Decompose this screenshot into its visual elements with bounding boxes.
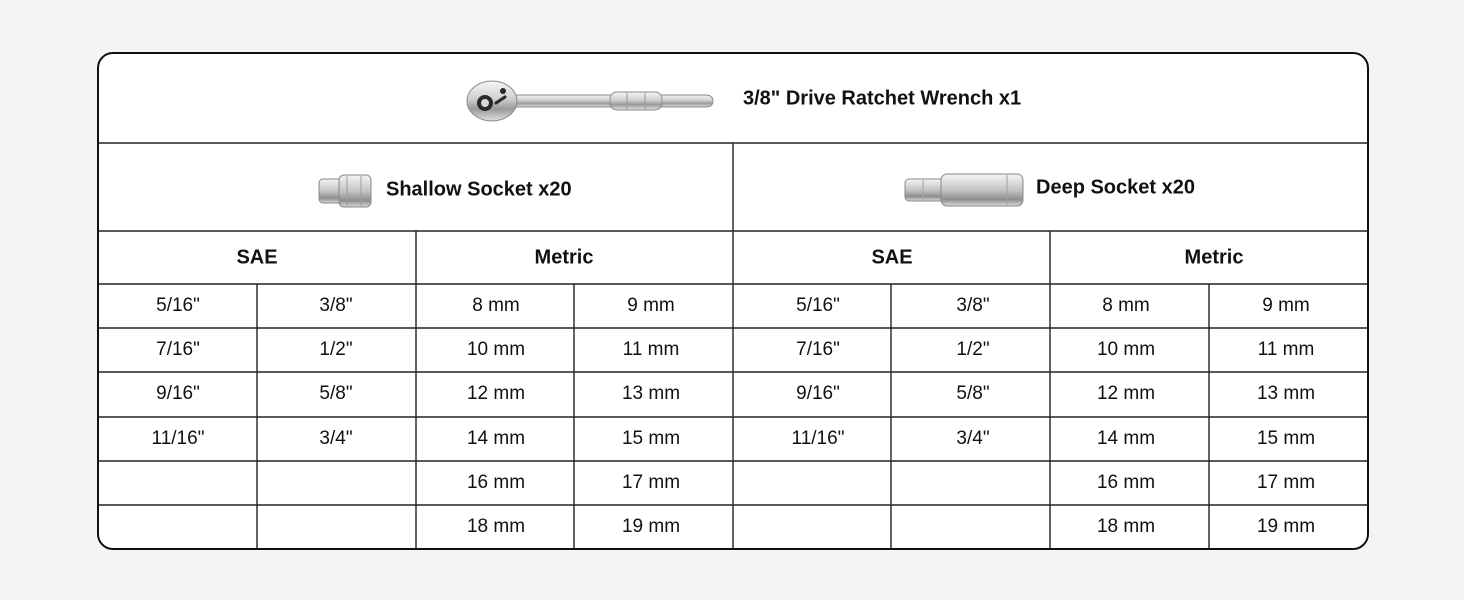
shallow-metric-cell: 16 mm [466, 472, 526, 493]
shallow-sae-cell: 9/16" [156, 383, 200, 404]
deep-metric-cell: 15 mm [1256, 428, 1316, 449]
shallow-metric-cell: 15 mm [621, 428, 681, 449]
deep-sae-cell: 11/16" [791, 428, 845, 449]
deep-metric-cell: 9 mm [1262, 295, 1310, 316]
deep-socket-icon [903, 172, 1027, 208]
shallow-metric-cell: 14 mm [466, 428, 526, 449]
deep-sae-cell: 5/8" [956, 383, 990, 404]
deep-sae-cell: 3/4" [956, 428, 990, 449]
shallow-metric-cell: 8 mm [472, 295, 520, 316]
shallow-sae-cell: 11/16" [151, 428, 205, 449]
shallow-sae-cell: 5/16" [156, 295, 200, 316]
deep-sae-cell: 3/8" [956, 295, 990, 316]
deep-sae-cell: 5/16" [796, 295, 840, 316]
shallow-metric-header: Metric [534, 246, 594, 269]
socket-set-table [97, 52, 1369, 550]
deep-metric-cell: 18 mm [1096, 516, 1156, 537]
deep-socket-title: Deep Socket x20 [1036, 176, 1195, 199]
deep-metric-cell: 17 mm [1256, 472, 1316, 493]
deep-metric-cell: 14 mm [1096, 428, 1156, 449]
ratchet-wrench-icon [465, 78, 717, 124]
deep-sae-cell: 1/2" [956, 339, 990, 360]
shallow-sae-cell: 5/8" [319, 383, 353, 404]
shallow-sae-cell: 7/16" [156, 339, 200, 360]
deep-metric-cell: 16 mm [1096, 472, 1156, 493]
shallow-metric-cell: 9 mm [627, 295, 675, 316]
deep-metric-cell: 19 mm [1256, 516, 1316, 537]
shallow-sae-cell: 3/8" [319, 295, 353, 316]
ratchet-wrench-title: 3/8" Drive Ratchet Wrench x1 [743, 87, 1022, 110]
deep-metric-cell: 10 mm [1096, 339, 1156, 360]
shallow-metric-cell: 18 mm [466, 516, 526, 537]
shallow-metric-cell: 11 mm [622, 339, 680, 360]
shallow-socket-icon [317, 172, 375, 210]
shallow-metric-cell: 19 mm [621, 516, 681, 537]
deep-sae-cell: 7/16" [796, 339, 840, 360]
shallow-socket-title: Shallow Socket x20 [386, 178, 572, 201]
deep-metric-cell: 8 mm [1102, 295, 1150, 316]
shallow-sae-header: SAE [236, 246, 278, 269]
table-grid-lines [99, 54, 1367, 548]
deep-metric-cell: 13 mm [1256, 383, 1316, 404]
shallow-metric-cell: 13 mm [621, 383, 681, 404]
shallow-metric-cell: 12 mm [466, 383, 526, 404]
deep-metric-header: Metric [1184, 246, 1244, 269]
shallow-metric-cell: 10 mm [466, 339, 526, 360]
deep-metric-cell: 12 mm [1096, 383, 1156, 404]
shallow-sae-cell: 3/4" [319, 428, 353, 449]
deep-metric-cell: 11 mm [1257, 339, 1315, 360]
deep-sae-header: SAE [871, 246, 913, 269]
deep-sae-cell: 9/16" [796, 383, 840, 404]
shallow-metric-cell: 17 mm [621, 472, 681, 493]
shallow-sae-cell: 1/2" [319, 339, 353, 360]
